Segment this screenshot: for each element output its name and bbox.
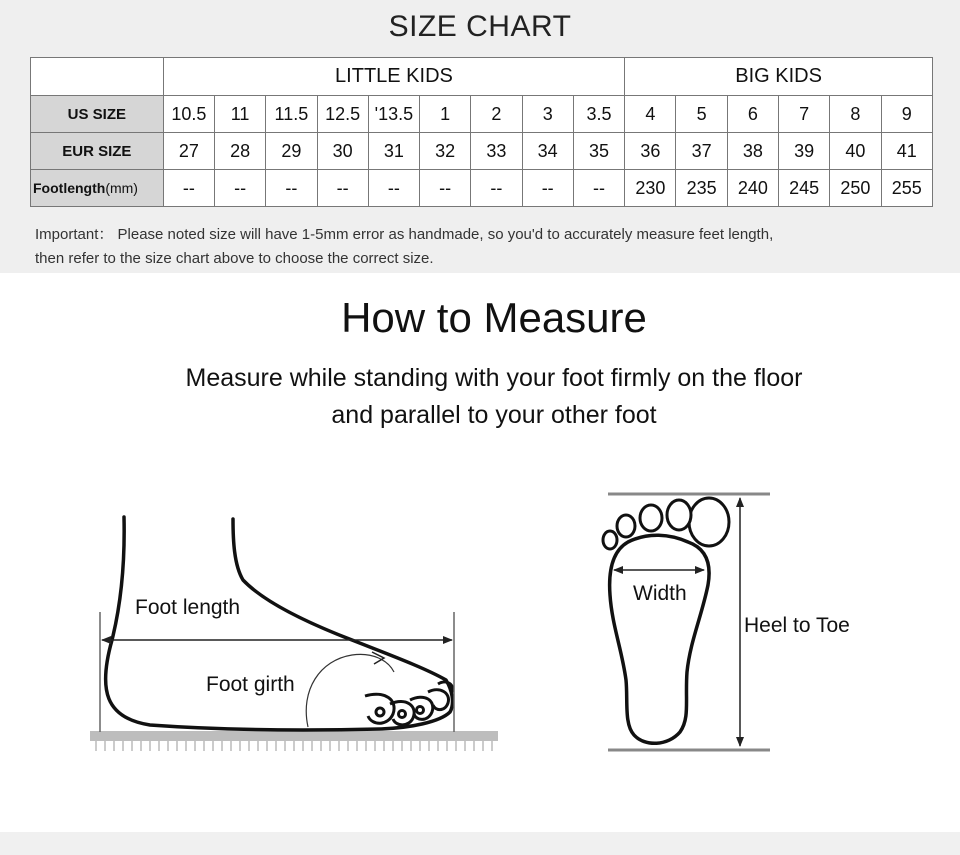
table-cell: 33 <box>471 133 522 170</box>
subtitle-line-2: and parallel to your other foot <box>331 401 657 429</box>
how-to-measure-title: How to Measure <box>341 294 647 341</box>
row-label-us-size: US SIZE <box>31 96 164 133</box>
table-cell: 38 <box>727 133 778 170</box>
table-cell: 250 <box>830 170 881 207</box>
table-cell: 240 <box>727 170 778 207</box>
table-cell: -- <box>471 170 522 207</box>
foot-girth-label: Foot girth <box>206 673 295 696</box>
group-little-kids: LITTLE KIDS <box>163 58 625 96</box>
table-cell: -- <box>522 170 573 207</box>
width-label: Width <box>633 582 687 605</box>
table-cell: 11.5 <box>266 96 317 133</box>
table-cell: 7 <box>779 96 830 133</box>
table-cell: 5 <box>676 96 727 133</box>
table-cell: '13.5 <box>368 96 419 133</box>
table-cell: 41 <box>881 133 932 170</box>
table-cell: -- <box>214 170 265 207</box>
important-note-line-1: Important： Please noted size will have 1-5mm error as handmade, so you'd to accurately measure feet length, <box>35 226 774 243</box>
floor-ruler <box>90 731 498 751</box>
side-foot-diagram <box>90 517 498 751</box>
table-cell: 12.5 <box>317 96 368 133</box>
table-cell: 11 <box>214 96 265 133</box>
important-note-line-2: then refer to the size chart above to choose the correct size. <box>35 250 434 267</box>
table-cell: 37 <box>676 133 727 170</box>
table-cell: 34 <box>522 133 573 170</box>
table-cell: 10.5 <box>163 96 214 133</box>
subtitle-line-1: Measure while standing with your foot firmly on the floor <box>185 364 803 392</box>
table-cell: 32 <box>420 133 471 170</box>
sole-diagram <box>603 494 850 750</box>
table-cell: 2 <box>471 96 522 133</box>
footlength-unit-text: (mm) <box>105 180 138 196</box>
table-cell: -- <box>317 170 368 207</box>
group-big-kids: BIG KIDS <box>625 58 933 96</box>
footlength-label-text: Footlength <box>33 180 106 196</box>
table-cell: -- <box>573 170 624 207</box>
row-label-eur-size: EUR SIZE <box>31 133 164 170</box>
table-cell: 8 <box>830 96 881 133</box>
table-cell: 36 <box>625 133 676 170</box>
table-cell: 3 <box>522 96 573 133</box>
foot-length-label: Foot length <box>135 596 241 619</box>
table-cell: 1 <box>420 96 471 133</box>
table-cell: 6 <box>727 96 778 133</box>
table-cell: 28 <box>214 133 265 170</box>
table-cell: 255 <box>881 170 932 207</box>
table-cell: 35 <box>573 133 624 170</box>
sole-outline <box>610 535 709 743</box>
bottom-band <box>0 832 960 855</box>
size-chart-title: SIZE CHART <box>388 10 572 43</box>
table-cell: 40 <box>830 133 881 170</box>
table-cell: 230 <box>625 170 676 207</box>
heel-to-toe-label: Heel to Toe <box>744 614 850 637</box>
side-foot-outline <box>106 517 453 730</box>
table-cell: 245 <box>779 170 830 207</box>
table-cell: 29 <box>266 133 317 170</box>
table-cell: 235 <box>676 170 727 207</box>
table-cell: 3.5 <box>573 96 624 133</box>
table-cell: 4 <box>625 96 676 133</box>
table-cell: 30 <box>317 133 368 170</box>
table-cell: 9 <box>881 96 932 133</box>
ruler-ticks <box>96 741 492 751</box>
table-cell: -- <box>266 170 317 207</box>
table-cell: -- <box>163 170 214 207</box>
table-cell: 27 <box>163 133 214 170</box>
table-cell: 31 <box>368 133 419 170</box>
table-cell: -- <box>420 170 471 207</box>
table-cell: -- <box>368 170 419 207</box>
table-cell: 39 <box>779 133 830 170</box>
